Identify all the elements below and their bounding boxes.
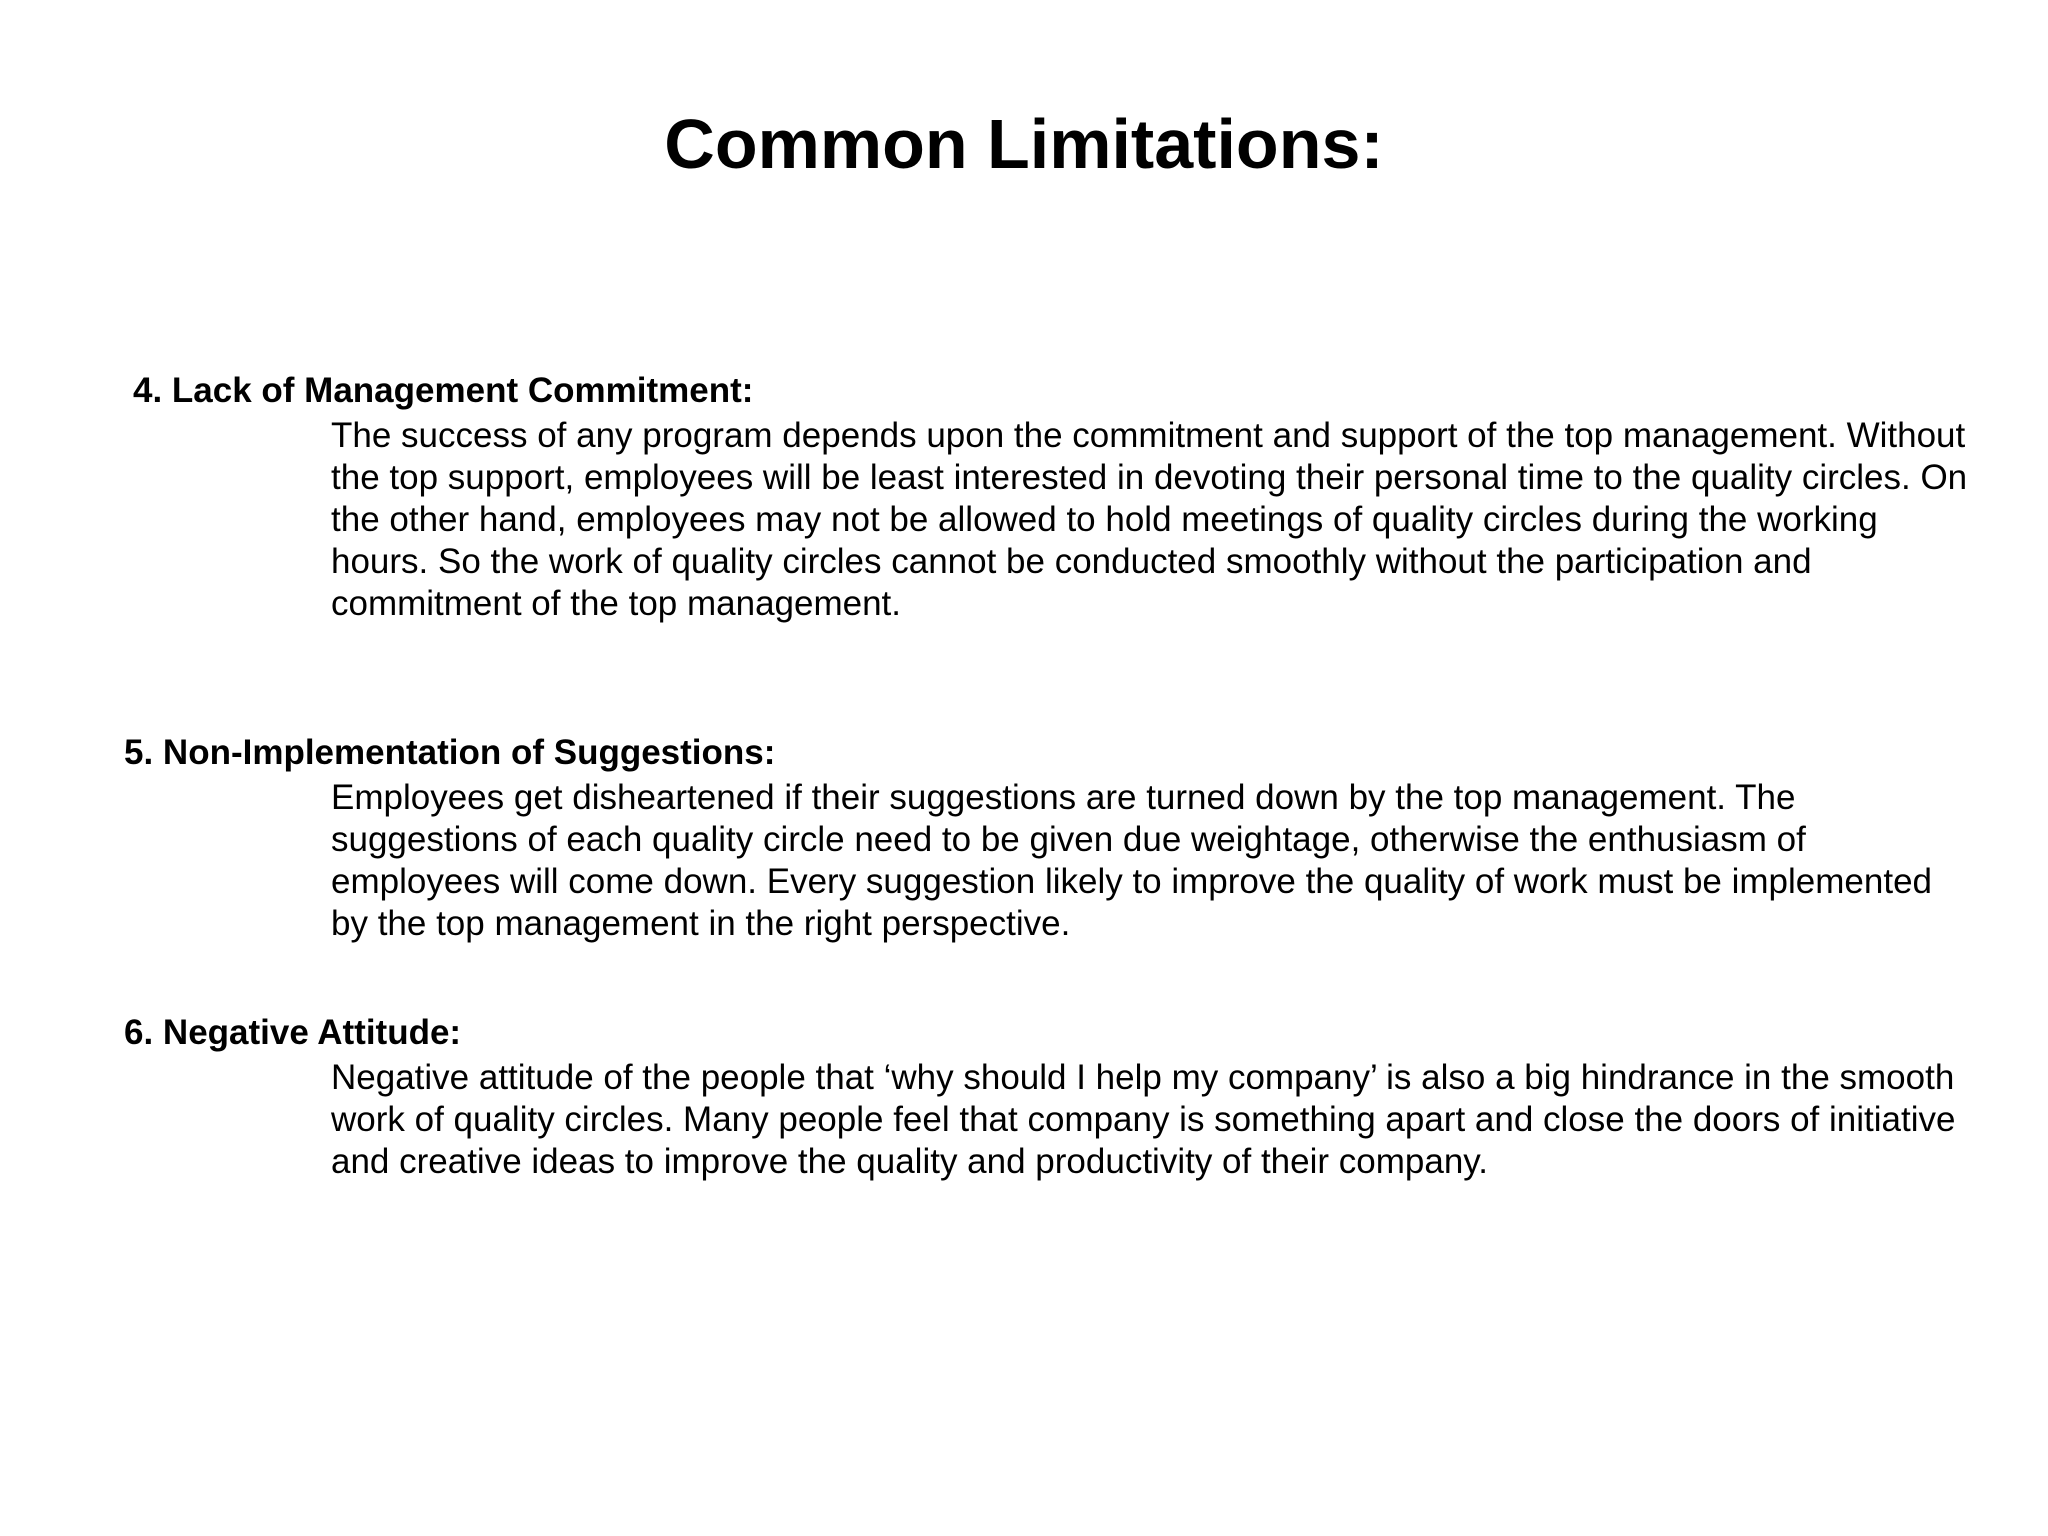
section-negative-attitude xyxy=(0,1012,2048,1183)
section-body: The success of any program depends upon the commitment and support of the top management. Without the top support, employees will be least interested in devoting their personal time to the quality circles. On the other hand, employees may not be allowed to hold meetings of quality circles during the working hours. So the work of quality circles cannot be conducted smoothly without the participation and commitment of the top management. xyxy=(331,416,1968,623)
slide-title: Common Limitations: xyxy=(664,105,1384,183)
section-body: Negative attitude of the people that ‘why should I help my company’ is also a big hindrance in the smooth work of quality circles. Many people feel that company is something apart and close the doors of initiative and creative ideas to improve the quality and productivity of their company. xyxy=(331,1058,1956,1181)
section-heading: 5. Non-Implementation of Suggestions: xyxy=(124,733,776,772)
section-non-implementation-of-suggestions xyxy=(0,732,2048,945)
section-heading: 4. Lack of Management Commitment: xyxy=(133,371,754,410)
section-lack-of-management-commitment xyxy=(0,370,2048,625)
section-heading: 6. Negative Attitude: xyxy=(124,1013,462,1052)
section-body: Employees get disheartened if their suggestions are turned down by the top management. The suggestions of each quality circle need to be given due weightage, otherwise the enthusiasm of employees will come down. Every suggestion likely to improve the quality of work must be implemented by the top management in the right perspective. xyxy=(331,778,1932,943)
